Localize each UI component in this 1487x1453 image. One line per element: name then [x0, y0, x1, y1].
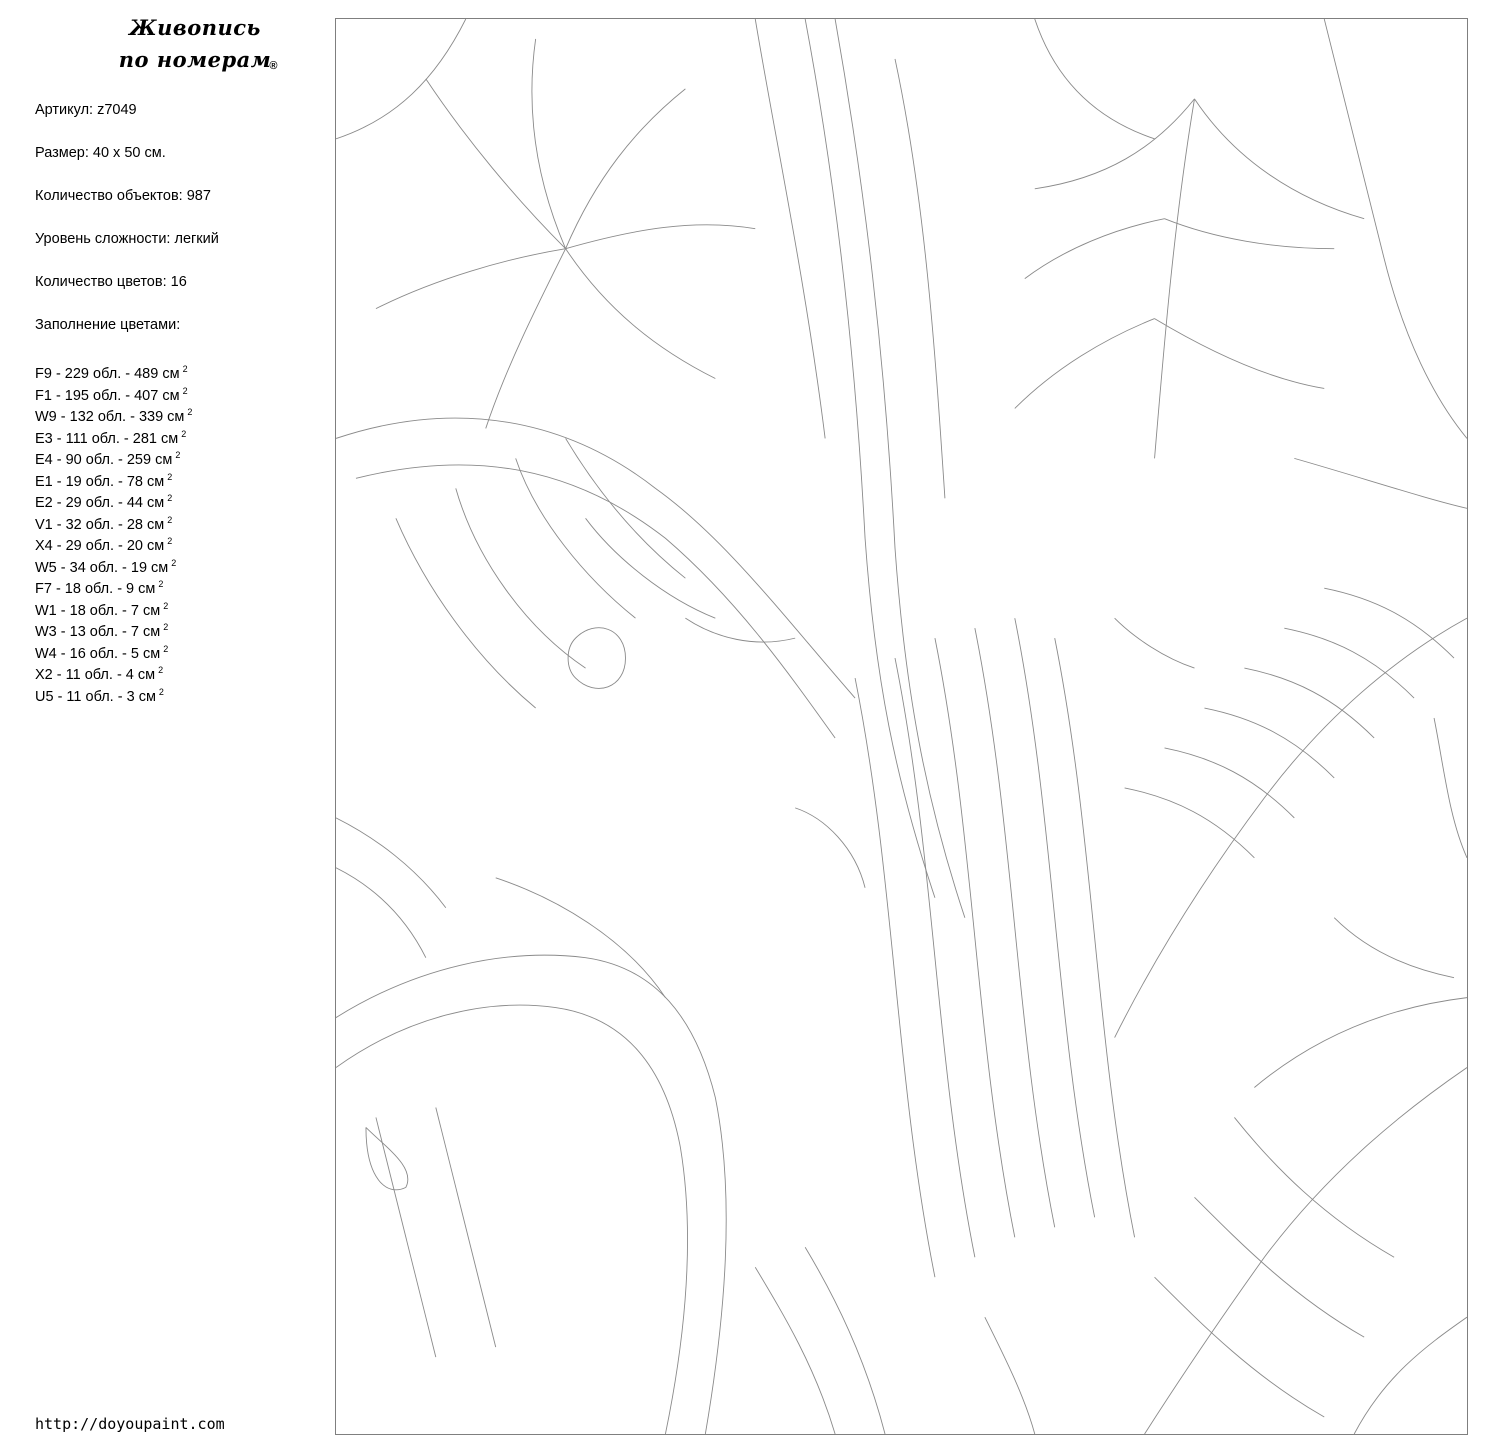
square-superscript: 2 — [181, 428, 187, 439]
size-text: Размер: 40 х 50 см. — [35, 145, 166, 161]
website-link[interactable]: http://doyoupaint.com — [35, 1415, 225, 1433]
palette-text: W4 - 16 обл. - 5 см — [35, 645, 161, 662]
registered-mark: ® — [269, 60, 278, 72]
coloring-canvas — [335, 18, 1468, 1435]
square-superscript: 2 — [163, 643, 169, 654]
square-superscript: 2 — [167, 471, 173, 482]
square-superscript: 2 — [167, 536, 173, 546]
list-item — [35, 403, 192, 425]
square-superscript: 2 — [167, 493, 173, 503]
list-item — [35, 425, 192, 447]
palette-text: F1 - 195 обл. - 407 см — [35, 387, 180, 404]
square-superscript: 2 — [158, 686, 164, 697]
palette-text: V1 - 32 обл. - 28 см — [35, 516, 165, 533]
list-item — [35, 489, 192, 511]
palette-text: W1 - 18 обл. - 7 см — [35, 602, 161, 619]
square-superscript: 2 — [158, 665, 164, 675]
palette-text: F7 - 18 обл. - 9 см — [35, 581, 156, 597]
palette-text: E3 - 111 обл. - 281 см — [35, 430, 179, 447]
fill-heading: Заполнение цветами: — [35, 317, 181, 333]
list-item — [35, 575, 192, 597]
product-info — [35, 101, 219, 359]
list-item — [35, 683, 192, 705]
palette-text: F9 - 229 обл. - 489 см — [35, 366, 180, 382]
list-item — [35, 382, 192, 404]
list-item — [35, 661, 192, 683]
brand-line-1: Живопись — [129, 15, 261, 40]
palette-text: X2 - 11 обл. - 4 см — [35, 667, 156, 683]
list-item — [35, 597, 192, 619]
square-superscript: 2 — [171, 557, 177, 568]
list-item — [35, 511, 192, 533]
square-superscript: 2 — [163, 622, 169, 632]
list-item — [35, 468, 192, 490]
brand-line-2-text: по номерам — [118, 47, 272, 72]
square-superscript: 2 — [163, 600, 169, 611]
info-sidebar — [0, 0, 330, 1453]
list-item — [35, 360, 192, 382]
article-text: Артикул: z7049 — [35, 102, 137, 118]
leaf-outline-drawing — [336, 19, 1467, 1434]
square-superscript: 2 — [175, 450, 181, 460]
color-fill-list — [35, 360, 192, 704]
palette-text: W5 - 34 обл. - 19 см — [35, 559, 169, 576]
palette-text: X4 - 29 обл. - 20 см — [35, 538, 165, 554]
palette-text: W3 - 13 обл. - 7 см — [35, 624, 161, 640]
palette-text: E1 - 19 обл. - 78 см — [35, 473, 165, 490]
square-superscript: 2 — [182, 364, 188, 374]
list-item — [35, 554, 192, 576]
difficulty-text: Уровень сложности: легкий — [35, 231, 219, 247]
square-superscript: 2 — [158, 579, 164, 589]
square-superscript: 2 — [187, 407, 193, 417]
square-superscript: 2 — [167, 514, 173, 525]
list-item — [35, 532, 192, 554]
objects-count-text: Количество объектов: 987 — [35, 188, 211, 204]
list-item — [35, 618, 192, 640]
brand-logo — [100, 12, 290, 76]
list-item — [35, 640, 192, 662]
square-superscript: 2 — [182, 385, 188, 396]
list-item — [35, 446, 192, 468]
palette-text: W9 - 132 обл. - 339 см — [35, 409, 185, 425]
brand-line-2 — [100, 44, 290, 76]
palette-text: U5 - 11 обл. - 3 см — [35, 688, 156, 705]
palette-text: E4 - 90 обл. - 259 см — [35, 452, 173, 468]
palette-text: E2 - 29 обл. - 44 см — [35, 495, 165, 511]
colors-count-text: Количество цветов: 16 — [35, 274, 187, 290]
